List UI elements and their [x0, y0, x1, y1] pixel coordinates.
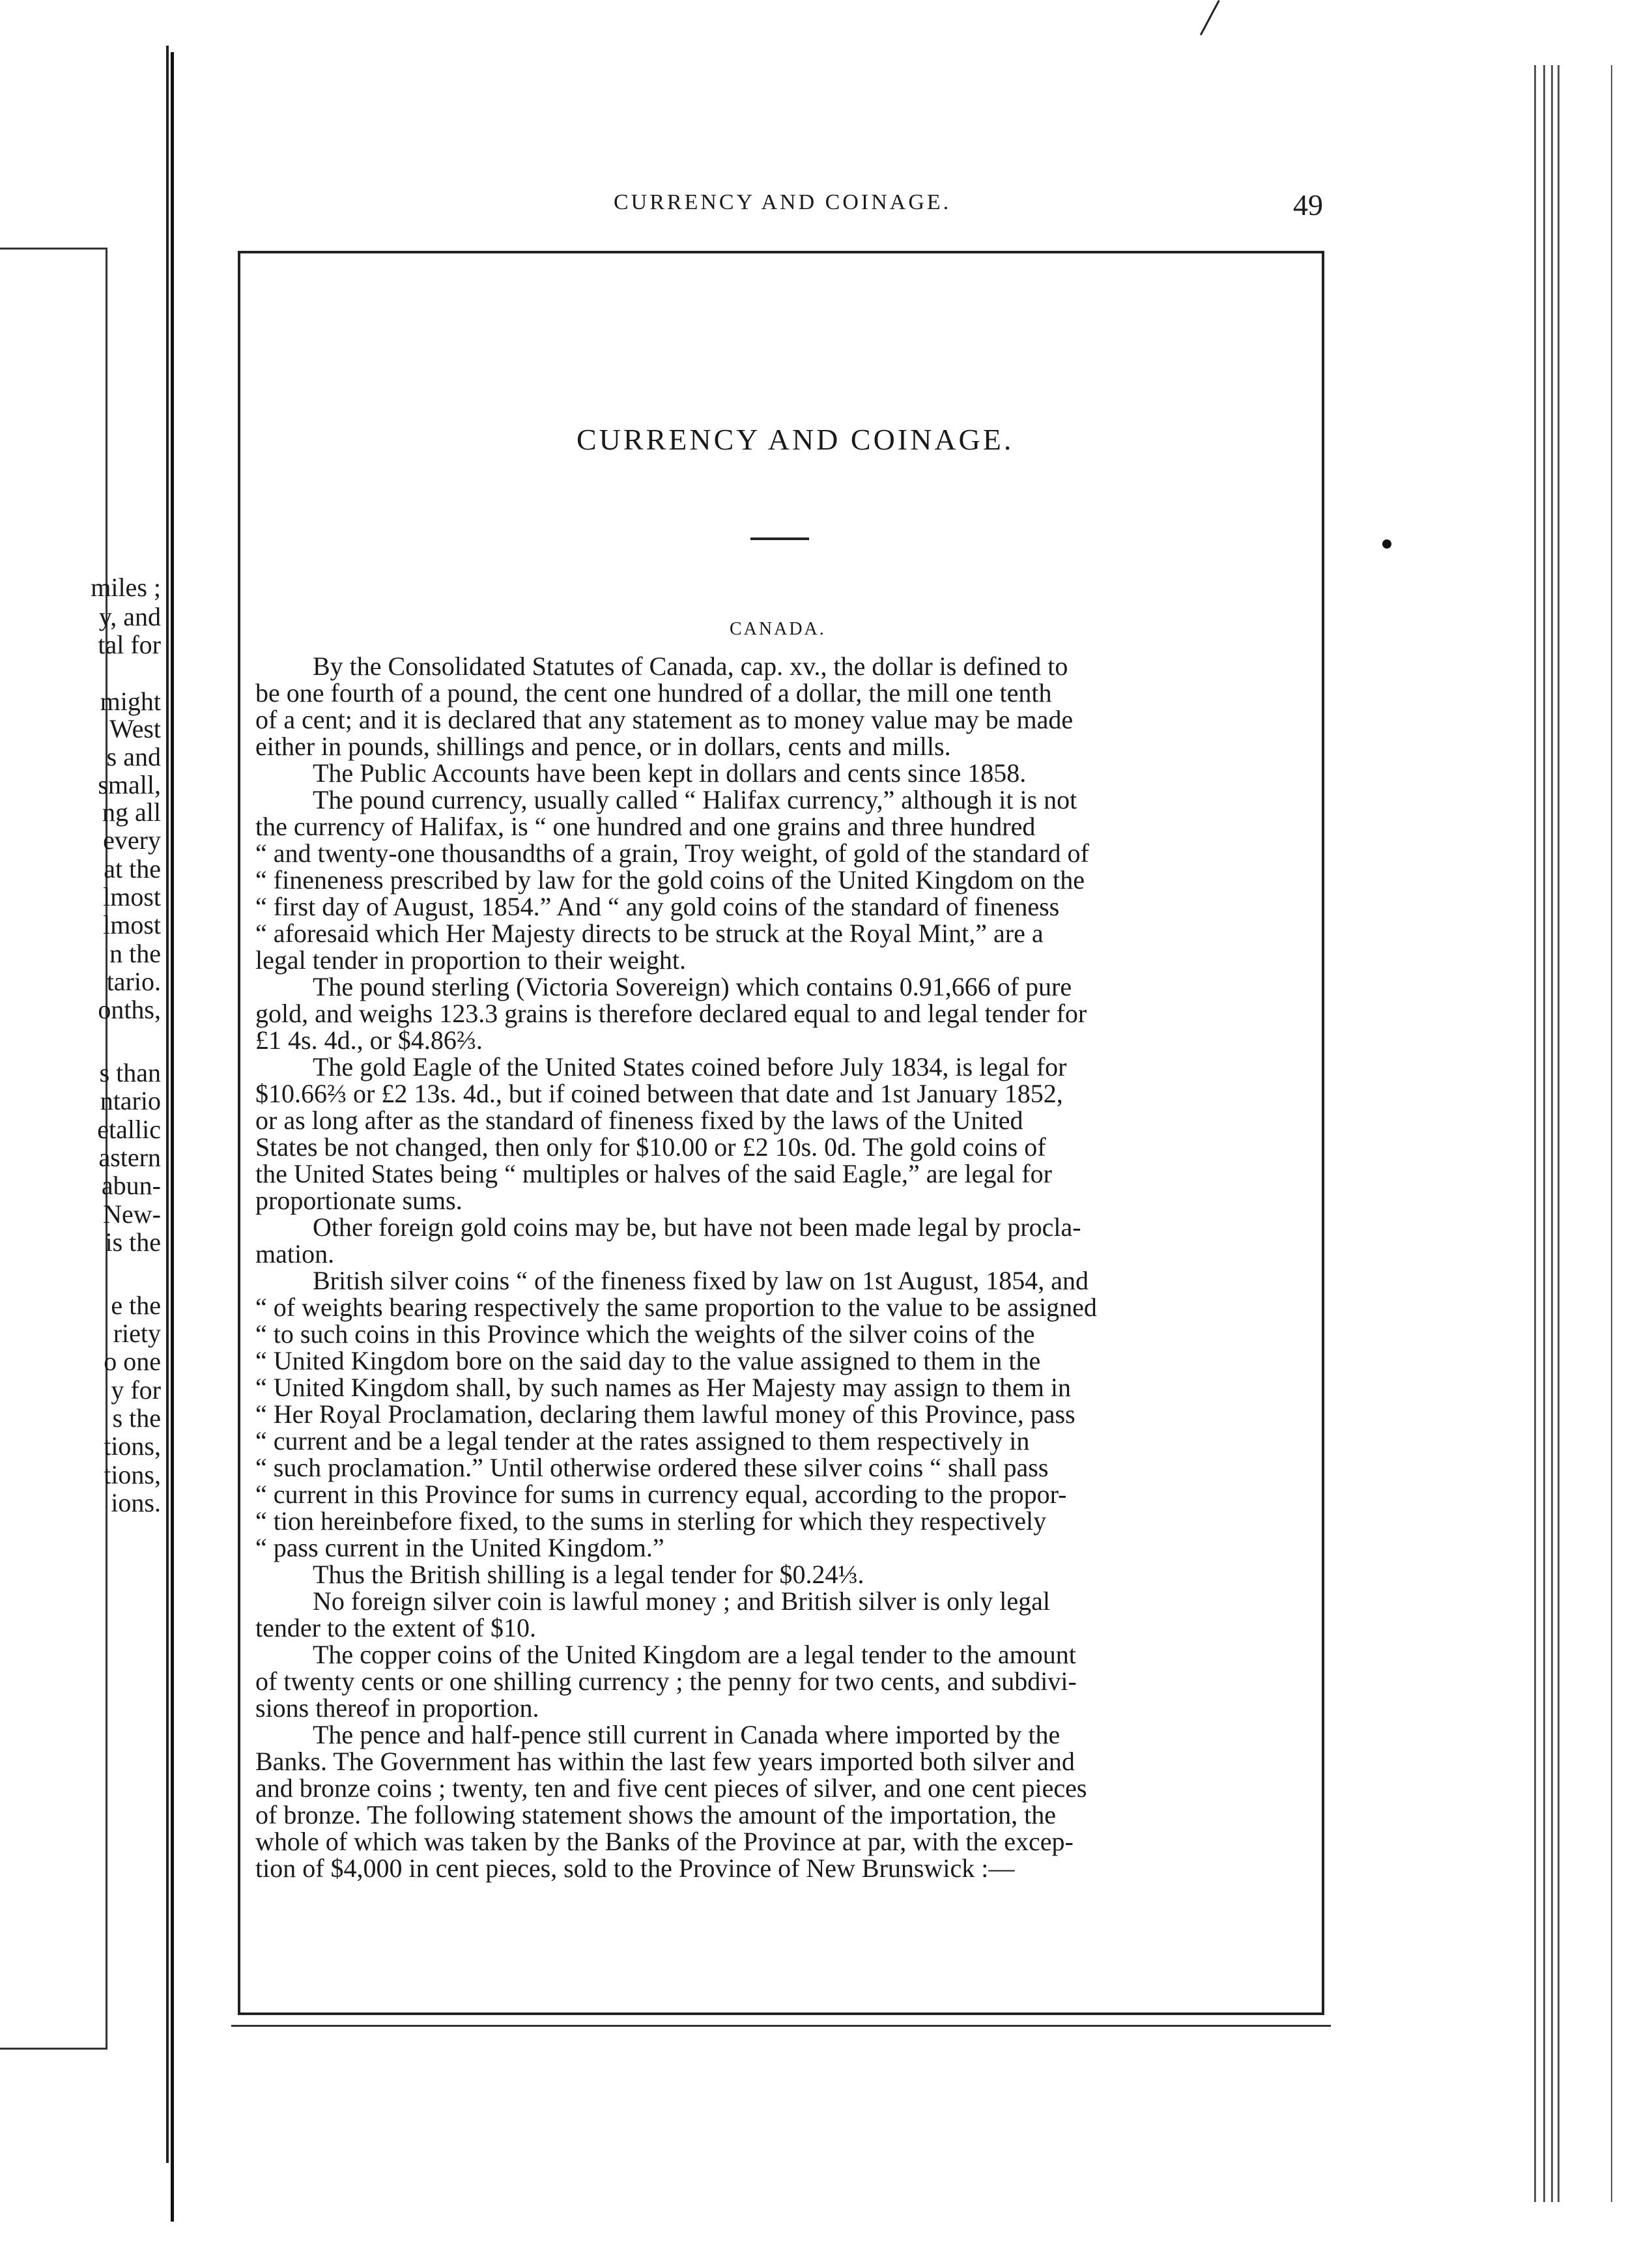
text-line: “ such proclamation.” Until otherwise ordered these silver coins “ shall pass [255, 1453, 1049, 1482]
text-line: of bronze. The following statement shows the amount of the importation, the [255, 1800, 1057, 1829]
chapter-title: CURRENCY AND COINAGE. [577, 423, 1014, 456]
text-line: proportionate sums. [255, 1186, 463, 1215]
page-border-bottom-rule [231, 2025, 1331, 2027]
facing-page-line: small, [98, 770, 161, 799]
facing-page-line: astern [98, 1143, 161, 1172]
text-line: Thus the British shilling is a legal tender for $0.24⅓. [313, 1560, 864, 1589]
facing-page-line: y for [111, 1375, 161, 1405]
text-line: By the Consolidated Statutes of Canada, cap. xv., the dollar is defined to [313, 651, 1068, 681]
facing-page-line: n the [109, 939, 161, 968]
facing-page-line: etallic [97, 1115, 161, 1144]
text-line: “ Her Royal Proclamation, declaring them lawful money of this Province, pass [255, 1399, 1075, 1429]
text-line: The copper coins of the United Kingdom are a legal tender to the amount [313, 1640, 1076, 1669]
text-line: sions thereof in proportion. [255, 1693, 539, 1723]
facing-page-frame [0, 248, 107, 2050]
facing-page-line: lmost [103, 882, 161, 911]
facing-page-line: onths, [98, 995, 161, 1024]
text-line: The Public Accounts have been kept in dollars and cents since 1858. [313, 758, 1027, 788]
text-line: “ of weights bearing respectively the same proportion to the value to be assigned [255, 1293, 1097, 1322]
text-line: “ United Kingdom shall, by such names as Her Majesty may assign to them in [255, 1373, 1072, 1402]
facing-page-line: tal for [98, 630, 161, 659]
text-line: No foreign silver coin is lawful money ; and British silver is only legal [313, 1586, 1051, 1616]
text-line: of twenty cents or one shilling currency ; the penny for two cents, and subdivi- [255, 1667, 1077, 1696]
facing-page-line: s than [99, 1058, 161, 1087]
facing-page-line: at the [104, 854, 161, 883]
text-line: British silver coins “ of the fineness fixed by law on 1st August, 1854, and [313, 1266, 1089, 1295]
body-text [255, 653, 1298, 1882]
title-rule [750, 537, 809, 540]
text-line: of a cent; and it is declared that any statement as to money value may be made [255, 705, 1074, 734]
text-line: tender to the extent of $10. [255, 1613, 536, 1642]
text-line: “ and twenty-one thousandths of a grain, Troy weight, of gold of the standard of [255, 838, 1089, 868]
page-edges [1534, 65, 1612, 2202]
text-line: Banks. The Government has within the last few years imported both silver and [255, 1747, 1075, 1776]
corner-pen-mark [1200, 0, 1220, 35]
running-head: CURRENCY AND COINAGE. [614, 190, 952, 214]
text-line: “ pass current in the United Kingdom.” [255, 1533, 664, 1562]
facing-page-line: tions, [104, 1460, 161, 1489]
text-line: mation. [255, 1239, 335, 1268]
facing-page-fragment [0, 46, 169, 2163]
page-number: 49 [1293, 188, 1323, 222]
text-line: The pound sterling (Victoria Sovereign) which contains 0.91,666 of pure [313, 972, 1072, 1001]
text-line: “ to such coins in this Province which the weights of the silver coins of the [255, 1319, 1035, 1349]
text-line: whole of which was taken by the Banks of the Province at par, with the excep- [255, 1827, 1074, 1856]
text-line: Other foreign gold coins may be, but have not been made legal by procla- [313, 1212, 1081, 1242]
facing-page-line: e the [111, 1291, 161, 1320]
text-line: the currency of Halifax, is “ one hundred and one grains and three hundred [255, 812, 1036, 841]
text-line: and bronze coins ; twenty, ten and five cent pieces of silver, and one cent pieces [255, 1773, 1087, 1803]
text-line: gold, and weighs 123.3 grains is therefore declared equal to and legal tender for [255, 999, 1087, 1028]
facing-page-line: riety [113, 1319, 161, 1348]
text-line: £1 4s. 4d., or $4.86⅔. [255, 1025, 483, 1055]
text-line: $10.66⅔ or £2 13s. 4d., but if coined between that date and 1st January 1852, [255, 1079, 1063, 1108]
text-line: legal tender in proportion to their weight. [255, 945, 686, 975]
text-line: “ aforesaid which Her Majesty directs to be struck at the Royal Mint,” are a [255, 919, 1044, 948]
text-line: the United States being “ multiples or halves of the said Eagle,” are legal for [255, 1159, 1052, 1188]
text-line: “ United Kingdom bore on the said day to the value assigned to them in the [255, 1346, 1041, 1375]
text-line: tion of $4,000 in cent pieces, sold to the Province of New Brunswick :— [255, 1854, 1015, 1883]
facing-page-line: is the [105, 1227, 161, 1257]
text-line: The pence and half-pence still current in Canada where imported by the [313, 1720, 1061, 1749]
text-line: “ tion hereinbefore fixed, to the sums in sterling for which they respectively [255, 1506, 1047, 1536]
facing-page-line: s and [106, 742, 161, 771]
book-spine [171, 52, 187, 2222]
facing-page-line: o one [104, 1347, 161, 1376]
text-line: “ current and be a legal tender at the rates assigned to them respectively in [255, 1426, 1030, 1455]
ink-dot [1382, 539, 1391, 549]
text-line: “ first day of August, 1854.” And “ any gold coins of the standard of fineness [255, 892, 1060, 921]
facing-page-line: lmost [103, 910, 161, 939]
text-line: either in pounds, shillings and pence, or in dollars, cents and mills. [255, 732, 951, 761]
facing-page-line: y, and [98, 602, 161, 631]
facing-page-line: might [100, 687, 161, 716]
facing-page-line: West [109, 714, 161, 743]
facing-page-line: ng all [102, 797, 161, 827]
text-line: States be not changed, then only for $10.00 or £2 10s. 0d. The gold coins of [255, 1132, 1046, 1162]
text-line: or as long after as the standard of fineness fixed by the laws of the United [255, 1106, 1023, 1135]
facing-page-line: miles ; [91, 573, 161, 602]
facing-page-line: ntario [100, 1086, 161, 1115]
text-line: be one fourth of a pound, the cent one hundred of a dollar, the mill one tenth [255, 678, 1052, 708]
text-line: The gold Eagle of the United States coined before July 1834, is legal for [313, 1052, 1067, 1081]
facing-page-line: ions. [111, 1488, 161, 1517]
text-line: The pound currency, usually called “ Halifax currency,” although it is not [313, 785, 1077, 814]
facing-page-line: abun- [101, 1171, 161, 1200]
facing-page-line: New- [103, 1199, 161, 1229]
facing-page-line: every [103, 825, 161, 855]
section-heading: CANADA. [730, 619, 826, 639]
facing-page-line: s the [112, 1403, 161, 1433]
text-line: “ fineneness prescribed by law for the gold coins of the United Kingdom on the [255, 865, 1085, 895]
facing-page-line: tions, [104, 1431, 161, 1461]
text-line: “ current in this Province for sums in currency equal, according to the propor- [255, 1480, 1067, 1509]
facing-page-line: tario. [106, 967, 161, 996]
